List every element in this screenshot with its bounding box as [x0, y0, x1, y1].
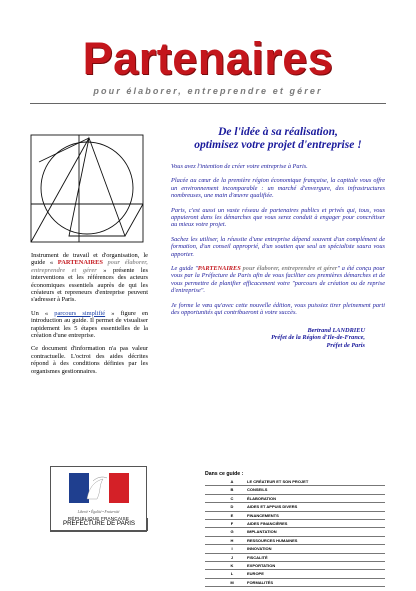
toc-item-letter: K — [230, 562, 234, 568]
sidebar-paragraph-intro: Instrument de travail et d'organisation, le guide « PARTENAIRES pour élaborer, entreprendre et gérer » présente les interventions et les références des acteurs économiques essentiels auprès de qui les créateurs et repreneurs d'entreprise peuvent s'adresser à Paris. — [31, 252, 148, 304]
toc-item[interactable] — [205, 512, 385, 520]
toc-item-letter: B — [230, 487, 234, 493]
toc-item-title: EUROPE — [247, 571, 264, 577]
toc-item-letter: E — [230, 512, 234, 518]
toc-item-letter: G — [230, 529, 234, 535]
flag-red-band — [109, 473, 129, 503]
toc-item[interactable] — [205, 520, 385, 528]
toc-item[interactable] — [205, 486, 385, 494]
main-paragraph-3: Paris, c'est aussi un vaste réseau de partenaires publics et privés qui, tous, vous appuieront dans les démarches que vous serez conduit à engager pour concrétiser au mieux votre projet. — [171, 206, 385, 229]
toc-item[interactable] — [205, 570, 385, 578]
main-paragraph-5: Le guide "PARTENAIRES pour élaborer, entreprendre et gérer" a été conçu pour vous par la Préfecture de Paris afin de vous faciliter ces premières démarches et de vous permettre de planifier efficacement votre "parcours de création ou de reprise d'entreprise". — [171, 265, 385, 295]
parcours-simplifie-link[interactable]: parcours simplifié — [54, 309, 106, 317]
toc-item-title: ÉLABORATION — [247, 495, 277, 501]
guide-tagline: pour élaborer, entreprendre et gérer — [93, 86, 323, 96]
header-divider — [30, 103, 386, 104]
toc-item-letter: M — [230, 579, 234, 585]
toc-item-title: CONSEILS — [247, 487, 268, 493]
main-text — [171, 126, 385, 349]
main-paragraph-2: Placée au cœur de la première région économique française, la capitale vous offre un environnement incomparable : un marché d'envergure, des infrastructures nombreuses, une main d'œuvre qualifiée. — [171, 177, 385, 200]
toc-item-letter: L — [230, 571, 234, 577]
main-paragraph-4: Sachez les utiliser, la réussite d'une entreprise dépend souvent d'un complément de formation, d'un conseil approprié, d'un soutien que seul un spécialiste saura vous apporter. — [171, 235, 385, 258]
toc-item-title: AIDES ET APPUIS DIVERS — [247, 504, 298, 510]
signature: Bertrand LANDRIEU Préfet de la Région d'Ile-de-France, Préfet de Paris — [271, 326, 365, 349]
sidebar-paragraph-parcours: Un « parcours simplifié » figure en introduction au guide. Il permet de visualiser rapidement les 5 étapes essentielles de la création d'une entreprise. — [31, 309, 148, 340]
republique-logo: Liberté • Égalité • Fraternité RÉPUBLIQUE FRANÇAISE — [50, 466, 147, 532]
toc-item[interactable] — [205, 554, 385, 562]
table-of-contents — [205, 471, 385, 587]
toc-item-title: RESSOURCES HUMAINES — [247, 537, 298, 543]
sidebar-text — [31, 252, 148, 381]
main-paragraph-1: Vous avez l'intention de créer votre entreprise à Paris. — [171, 163, 308, 170]
toc-list — [205, 478, 385, 587]
toc-item-title: AIDES FINANCIÈRES — [247, 520, 288, 526]
toc-item[interactable] — [205, 579, 385, 587]
toc-item[interactable] — [205, 562, 385, 570]
toc-item-title: FISCALITÉ — [247, 554, 268, 560]
guide-logo: Partenaires — [82, 33, 334, 84]
main-paragraph-6: Je forme le vœu qu'avec cette nouvelle édition, vous puissiez tirer pleinement parti des opportunités qui contribueront à votre succès. — [171, 301, 385, 317]
toc-item-letter: J — [230, 554, 234, 560]
toc-title: Dans ce guide : — [205, 471, 244, 477]
toc-item-title: EXPORTATION — [247, 562, 276, 568]
toc-item-title: IMPLANTATION — [247, 529, 277, 535]
prefecture-label: PREFECTURE DE PARIS — [50, 518, 148, 531]
geometric-compass-icon — [29, 132, 149, 244]
toc-item-title: LE CRÉATEUR ET SON PROJET — [247, 479, 309, 484]
main-heading: De l'idée à sa réalisation, optimisez votre projet d'entreprise ! — [194, 126, 362, 151]
toc-item-title: FORMALITÉS — [247, 579, 273, 585]
toc-item-letter: I — [231, 546, 233, 552]
toc-item-letter: A — [230, 479, 234, 484]
toc-item[interactable] — [205, 528, 385, 536]
toc-item-title: FINANCEMENTS — [247, 512, 279, 518]
marianne-emblem-icon — [69, 473, 129, 503]
toc-item[interactable] — [205, 503, 385, 511]
toc-item-title: INNOVATION — [247, 546, 272, 552]
toc-item[interactable] — [205, 478, 385, 486]
toc-item-letter: F — [230, 520, 234, 526]
toc-item[interactable] — [205, 545, 385, 553]
sidebar-paragraph-disclaimer: Ce document d'information n'a pas valeur contractuelle. L'octroi des aides décrites répond à des conditions définies par les organismes gestionnaires. — [31, 345, 148, 375]
toc-item-letter: H — [230, 537, 234, 543]
toc-item-letter: D — [230, 504, 234, 510]
toc-item-letter: C — [230, 495, 234, 501]
toc-item[interactable] — [205, 537, 385, 545]
toc-item[interactable] — [205, 495, 385, 503]
flag-blue-band — [69, 473, 89, 503]
